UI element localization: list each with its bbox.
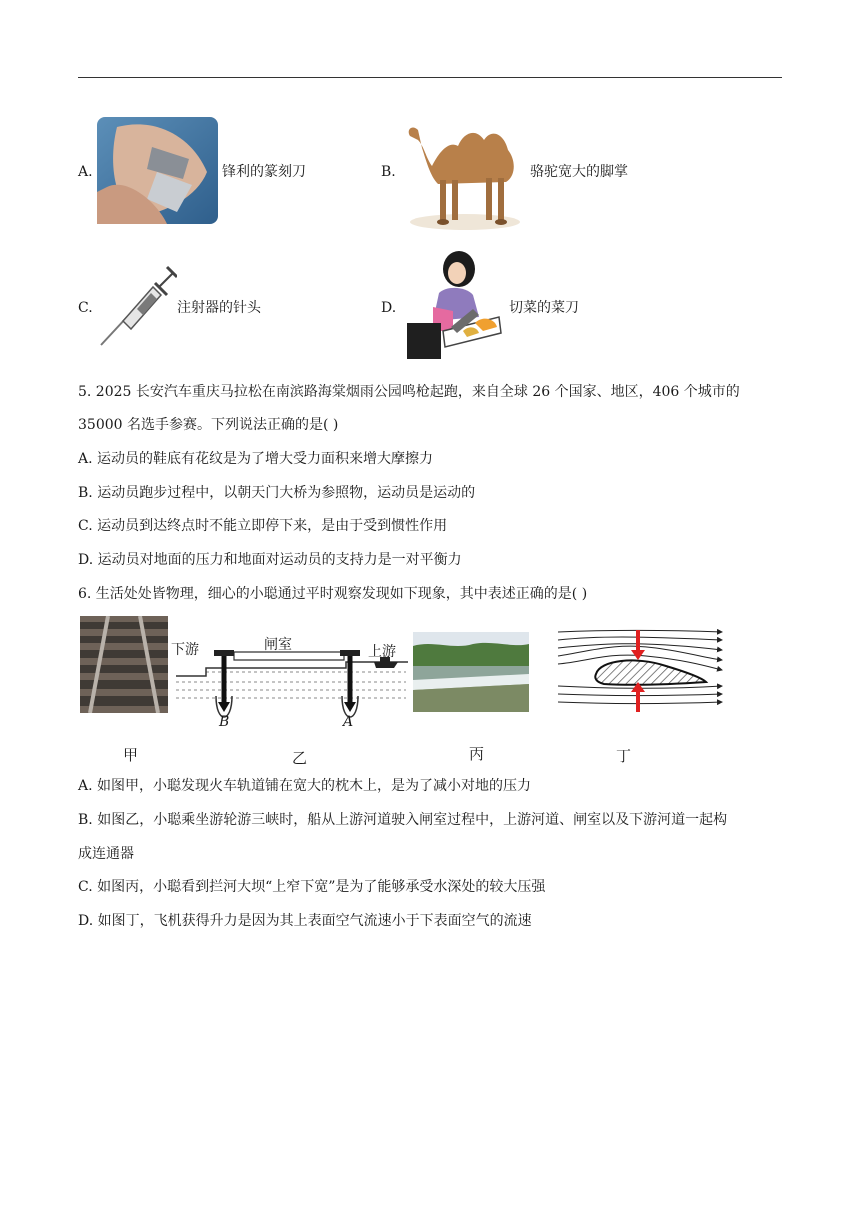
label-valve-b: B: [219, 714, 230, 730]
river-dam-photo: [413, 632, 529, 712]
q5-option-a: A. 运动员的鞋底有花纹是为了增大受力面积来增大摩擦力: [78, 451, 434, 467]
figure-caption-bing: 丙: [469, 745, 485, 763]
q5-stem-line-2: 35000 名选手参赛。下列说法正确的是( ): [78, 417, 339, 433]
option-letter: D.: [381, 300, 397, 316]
option-letter: B.: [381, 164, 396, 180]
label-lock-chamber: 闸室: [264, 637, 292, 653]
q6-option-d: D. 如图丁，飞机获得升力是因为其上表面空气流速小于下表面空气的流速: [78, 913, 532, 929]
option-caption: 骆驼宽大的脚掌: [530, 164, 628, 180]
syringe-drawing: [97, 265, 177, 349]
woman-cutting-vegetables-drawing: [403, 247, 503, 361]
q5-option-b: B. 运动员跑步过程中，以朝天门大桥为参照物，运动员是运动的: [78, 485, 476, 501]
option-letter: C.: [78, 300, 93, 316]
camel-photo: [404, 110, 526, 232]
option-caption: 注射器的针头: [177, 300, 261, 316]
q5-option-d: D. 运动员对地面的压力和地面对运动员的支持力是一对平衡力: [78, 552, 462, 568]
airfoil-streamlines-diagram: [556, 626, 724, 714]
q6-option-a: A. 如图甲，小聪发现火车轨道铺在宽大的枕木上，是为了减小对地的压力: [78, 778, 532, 794]
figure-caption-jia: 甲: [123, 746, 139, 764]
railway-track-photo: [80, 616, 168, 713]
option-letter: A.: [78, 164, 93, 180]
carving-knife-photo: [97, 117, 218, 224]
figure-caption-ding: 丁: [616, 747, 632, 765]
q6-option-b-line-1: B. 如图乙，小聪乘坐游轮游三峡时，船从上游河道驶入闸室过程中，上游河道、闸室以及下游河道一起构: [78, 812, 728, 828]
label-valve-a: A: [343, 714, 354, 730]
q5-stem-line-1: 5. 2025 长安汽车重庆马拉松在南滨路海棠烟雨公园鸣枪起跑，来自全球 26 个国家、地区，406 个城市的: [78, 384, 740, 400]
q5-option-c: C. 运动员到达终点时不能立即停下来，是由于受到惯性作用: [78, 518, 448, 534]
label-downstream: 下游: [171, 642, 199, 658]
header-rule: [78, 77, 782, 78]
q6-stem: 6. 生活处处皆物理，细心的小聪通过平时观察发现如下现象，其中表述正确的是( ): [78, 586, 588, 602]
figure-caption-yi: 乙: [292, 749, 308, 767]
q6-option-b-line-2: 成连通器: [78, 846, 134, 862]
option-caption: 锋利的篆刻刀: [222, 164, 306, 180]
label-upstream: 上游: [368, 644, 396, 660]
q6-option-c: C. 如图丙，小聪看到拦河大坝“上窄下宽”是为了能够承受水深处的较大压强: [78, 879, 546, 895]
option-caption: 切菜的菜刀: [509, 300, 579, 316]
